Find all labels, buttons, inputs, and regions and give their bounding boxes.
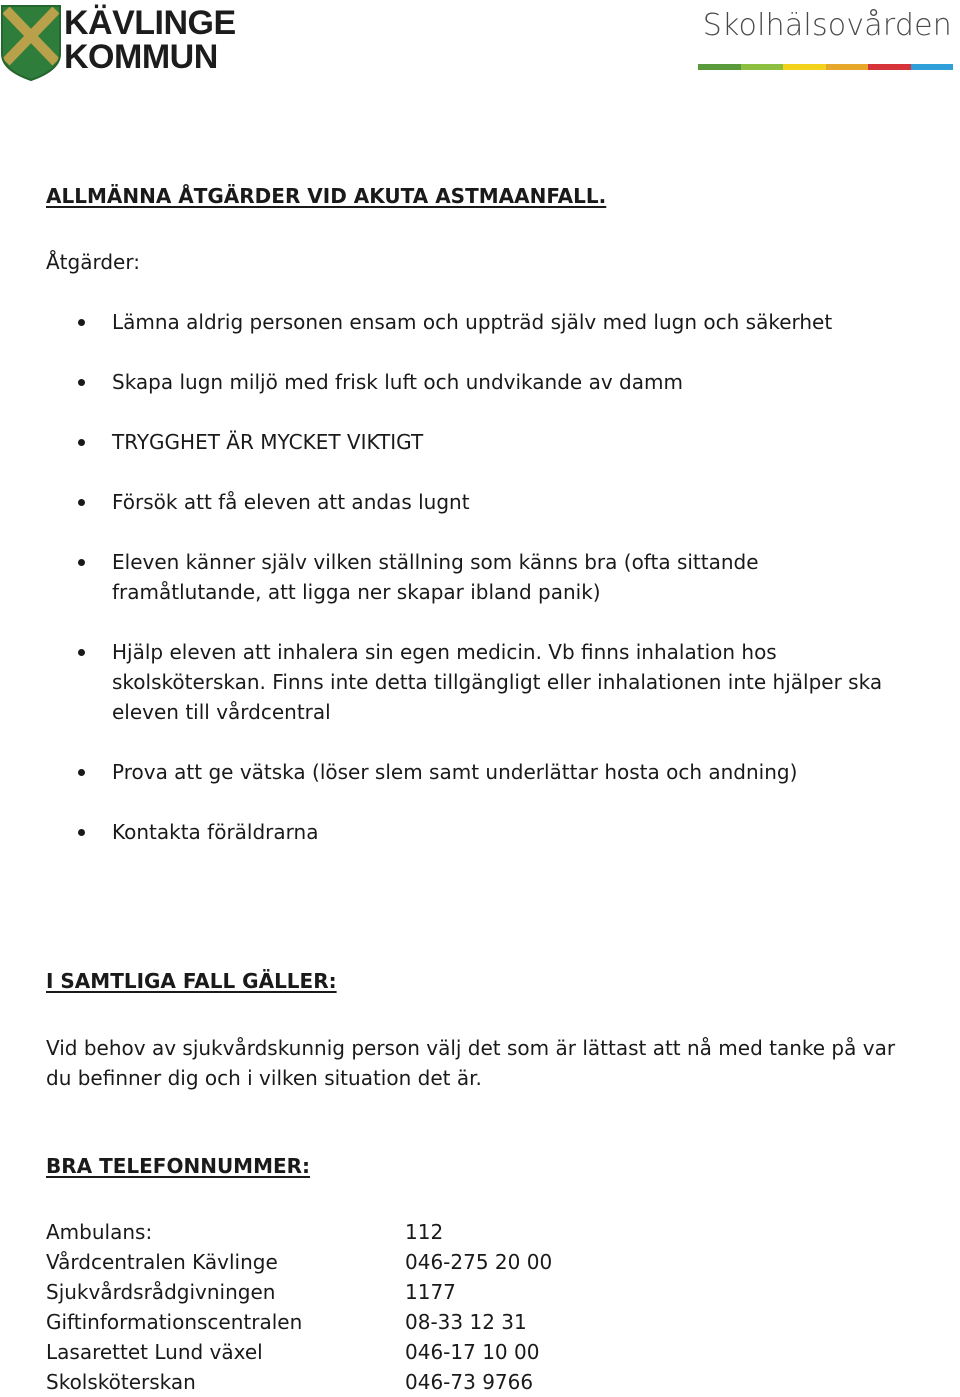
list-item-text: Eleven känner själv vilken ställning som känns bra (ofta sittande framåtlutande, att ligga ner skapar ibland panik) xyxy=(112,550,759,604)
list-item-text: Kontakta föräldrarna xyxy=(112,820,319,844)
phone-label: Lasarettet Lund växel xyxy=(46,1340,263,1364)
stripe-segment xyxy=(698,64,741,70)
bullet-icon xyxy=(78,499,85,506)
phone-number: 08-33 12 31 xyxy=(405,1310,527,1334)
stripe-segment xyxy=(826,64,869,70)
general-paragraph: Vid behov av sjukvårdskunnig person välj det som är lättast att nå med tanke på var du befinner dig och i vilken situation det är. xyxy=(46,1036,896,1090)
list-item-text: Försök att få eleven att andas lugnt xyxy=(112,490,470,514)
bullet-icon xyxy=(78,649,85,656)
bullet-icon xyxy=(78,829,85,836)
logo-text-line1: KÄVLINGE xyxy=(64,4,236,42)
phone-number: 1177 xyxy=(405,1280,456,1304)
section-heading-phone: BRA TELEFONNUMMER: xyxy=(46,1154,311,1178)
phone-label: Ambulans: xyxy=(46,1220,153,1244)
phone-row xyxy=(46,1307,646,1337)
section-heading-general: I SAMTLIGA FALL GÄLLER: xyxy=(46,969,337,993)
stripe-segment xyxy=(868,64,911,70)
stripe-segment xyxy=(741,64,784,70)
stripe-segment xyxy=(783,64,826,70)
intro-label: Åtgärder: xyxy=(46,250,140,274)
phone-list xyxy=(46,1217,646,1397)
department-title: Skolhälsovården xyxy=(702,8,952,43)
color-stripe xyxy=(698,64,953,70)
phone-label: Sjukvårdsrådgivningen xyxy=(46,1280,276,1304)
phone-number: 046-275 20 00 xyxy=(405,1250,553,1274)
bullet-icon xyxy=(78,559,85,566)
list-item-text: Prova att ge vätska (löser slem samt underlättar hosta och andning) xyxy=(112,760,798,784)
kavlinge-kommun-logo xyxy=(0,2,250,84)
phone-number: 112 xyxy=(405,1220,444,1244)
bullet-icon xyxy=(78,439,85,446)
phone-number: 046-73 9766 xyxy=(405,1370,534,1394)
bullet-icon xyxy=(78,379,85,386)
phone-label: Giftinformationscentralen xyxy=(46,1310,303,1334)
phone-label: Vårdcentralen Kävlinge xyxy=(46,1250,278,1274)
phone-number: 046-17 10 00 xyxy=(405,1340,540,1364)
list-item-text: Skapa lugn miljö med frisk luft och undvikande av damm xyxy=(112,370,683,394)
bullet-icon xyxy=(78,319,85,326)
phone-label: Skolsköterskan xyxy=(46,1370,196,1394)
phone-row xyxy=(46,1217,646,1247)
phone-row xyxy=(46,1247,646,1277)
list-item-text: Lämna aldrig personen ensam och uppträd själv med lugn och säkerhet xyxy=(112,310,833,334)
section-heading-asthma: ALLMÄNNA ÅTGÄRDER VID AKUTA ASTMAANFALL. xyxy=(46,184,607,208)
list-item-text: TRYGGHET ÄR MYCKET VIKTIGT xyxy=(112,430,424,454)
phone-row xyxy=(46,1337,646,1367)
list-item-text: Hjälp eleven att inhalera sin egen medicin. Vb finns inhalation hos skolsköterskan. Finns inte detta tillgängligt eller inhalationen inte hjälper ska eleven till vårdcentral xyxy=(112,640,883,724)
logo-text-line2: KOMMUN xyxy=(64,38,218,76)
bullet-icon xyxy=(78,769,85,776)
coat-of-arms-icon xyxy=(0,2,62,82)
phone-row xyxy=(46,1277,646,1307)
stripe-segment xyxy=(911,64,954,70)
